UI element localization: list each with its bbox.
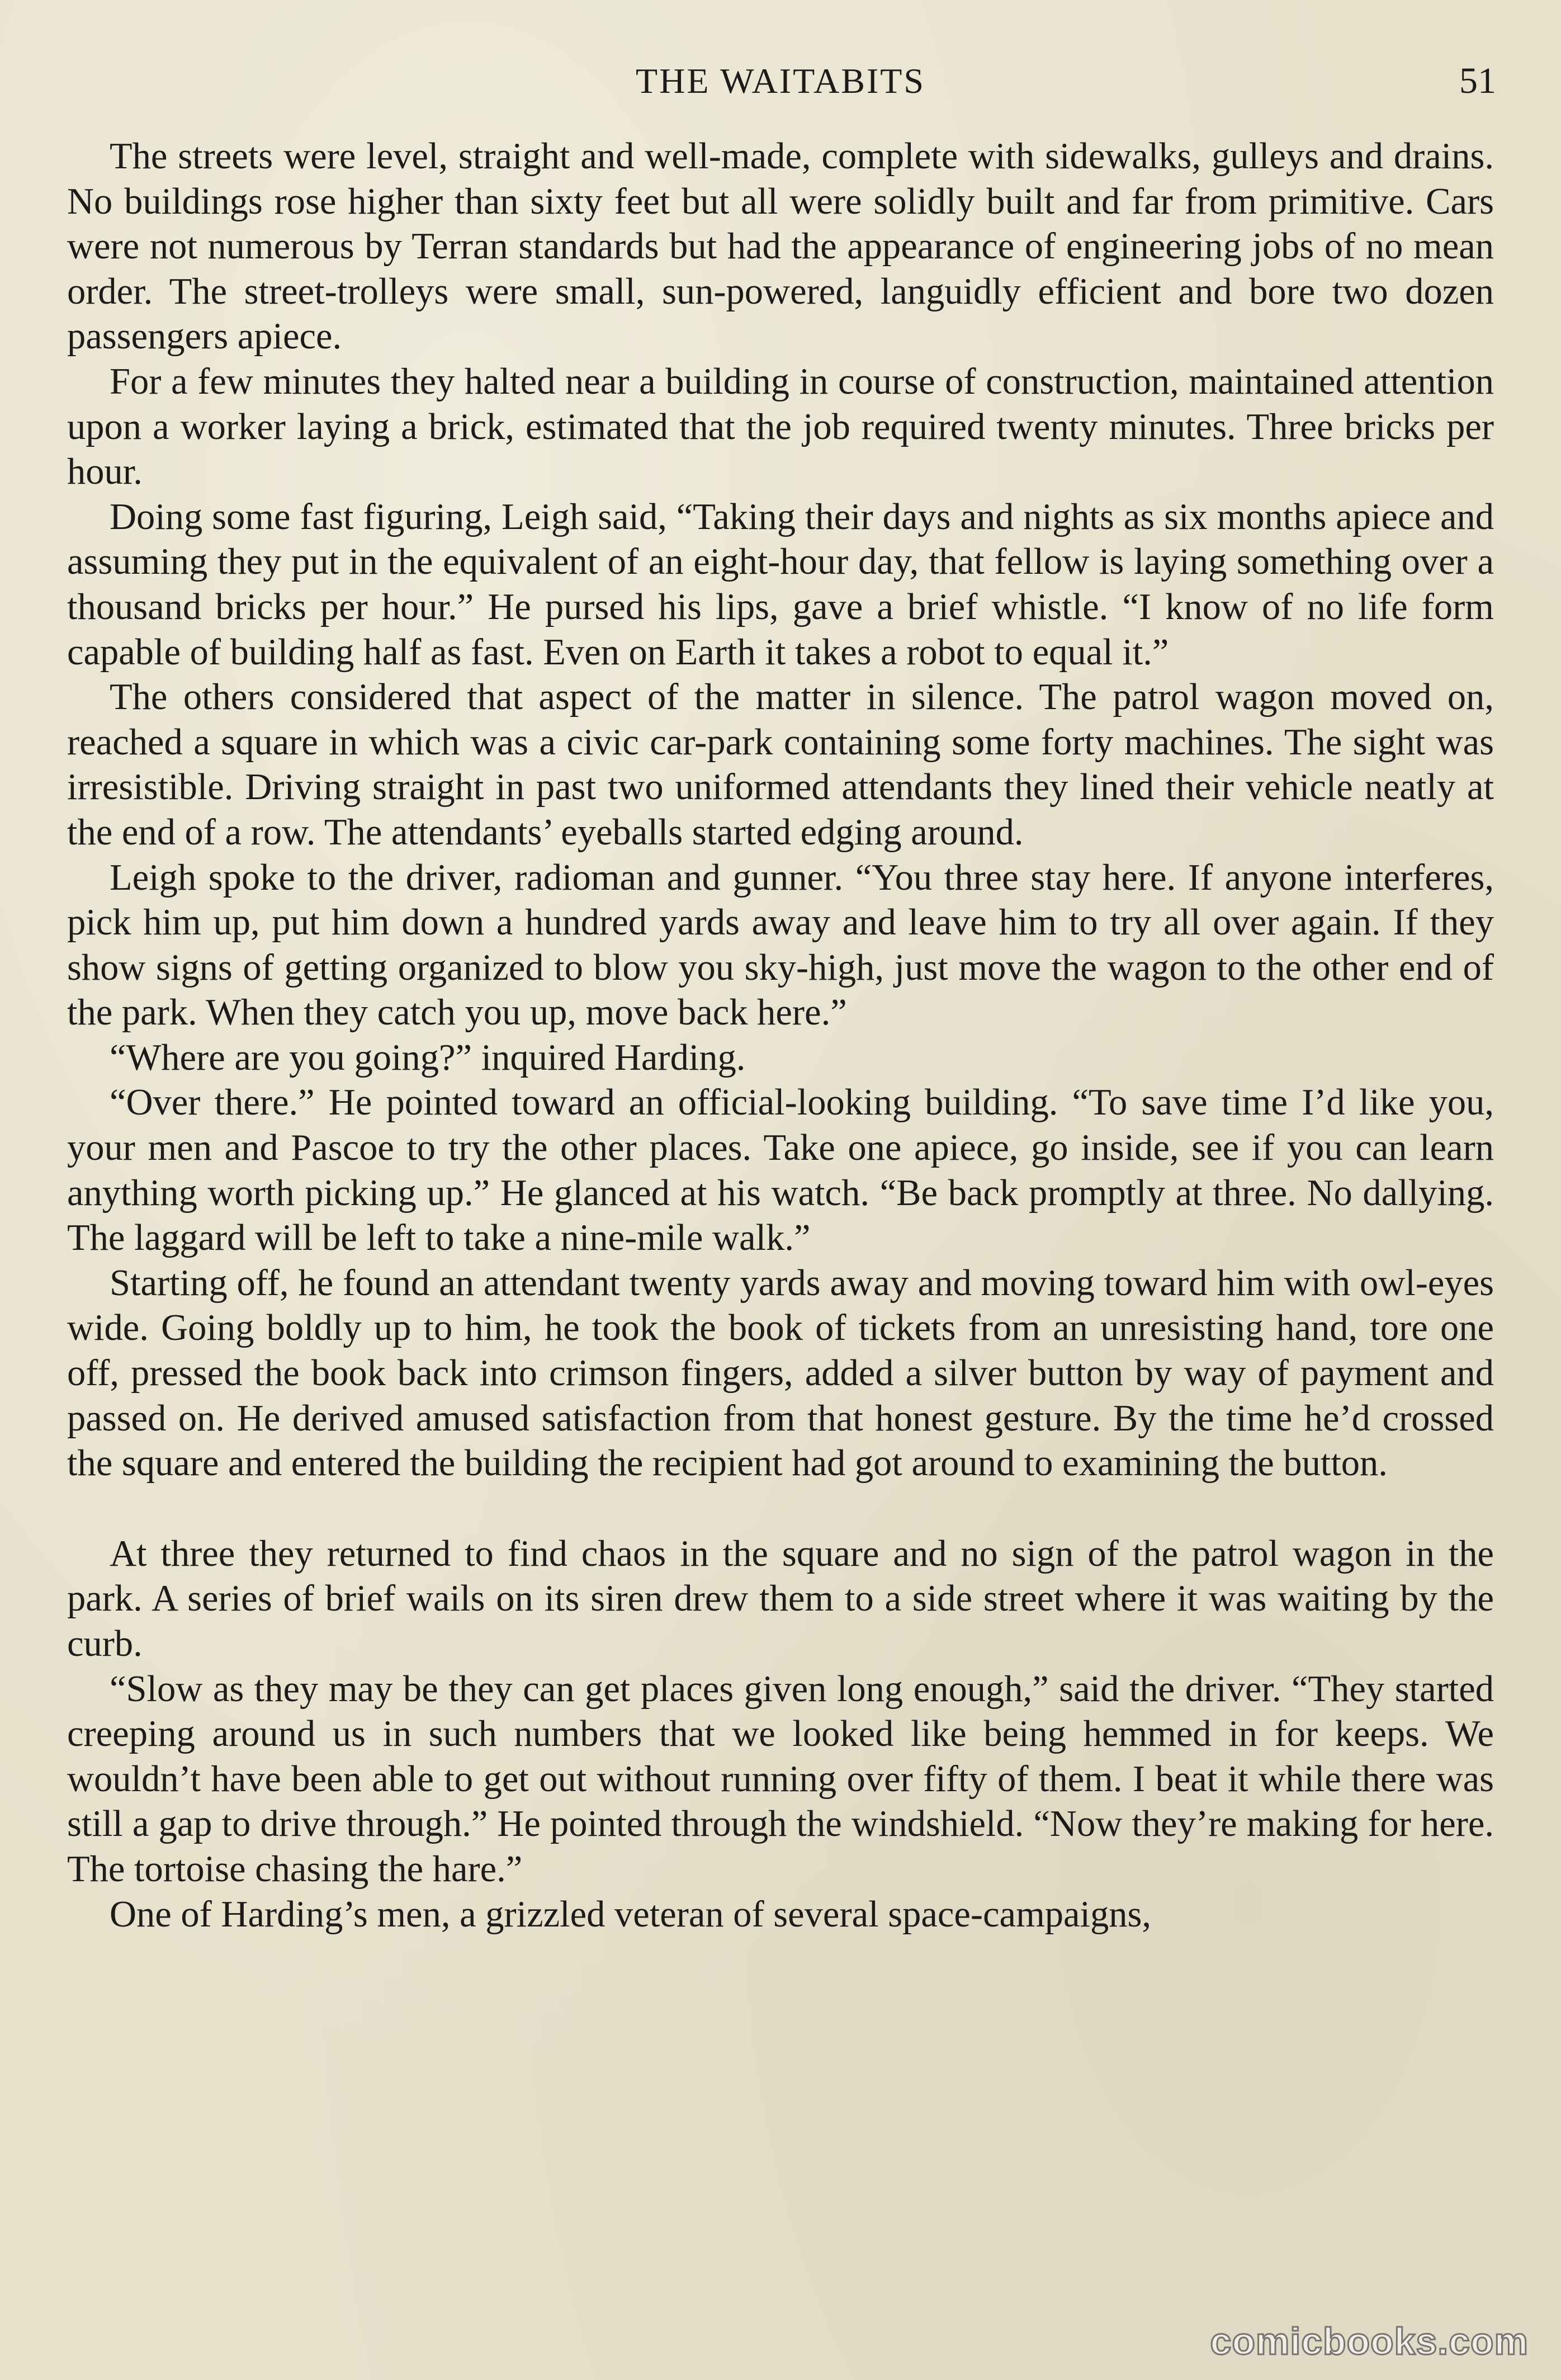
watermark: comicbooks.com [1210,2320,1529,2363]
paragraph: Leigh spoke to the driver, radioman and gunner. “You three stay here. If anyone interferes, pick him up, put him down a hundred yards away and leave him to try all over again. If they show signs of getting organized to blow you sky-high, just move the wagon to the other end of the park. When they catch you up, move back here.” [67,857,1494,1033]
paragraph: “Slow as they may be they can get places given long enough,” said the driver. “They started creeping around us in such numbers that we looked like being hemmed in for keeps. We wouldn’t have been able to get out without running over fifty of them. I beat it while there was still a gap to drive through.” He pointed through the windshield. “Now they’re making for here. The tortoise chasing the hare.” [67,1668,1494,1890]
running-head [67,56,1494,106]
page-number: 51 [1459,60,1496,101]
section-break [67,1486,1494,1532]
running-head-title: THE WAITABITS [636,61,925,101]
paragraph: The streets were level, straight and well-made, complete with sidewalks, gulleys and drains. No buildings rose higher than sixty feet but all were solidly built and far from primitive. Cars were not numerous by Terran standards but had the appearance of engineering jobs of no mean order. The street-trolleys were small, sun-powered, languidly efficient and bore two dozen passengers apiece. [67,136,1494,357]
book-page [67,56,1494,2349]
paragraph: The others considered that aspect of the matter in silence. The patrol wagon moved on, reached a square in which was a civic car-park containing some forty machines. The sight was irresistible. Driving straight in past two uniformed attendants they lined their vehicle neatly at the end of a row. The attendants’ eyeballs started edging around. [67,677,1494,853]
paragraph: “Over there.” He pointed toward an official-looking building. “To save time I’d like you, your men and Pascoe to try the other places. Take one apiece, go inside, see if you can learn anything worth picking up.” He glanced at his watch. “Be back promptly at three. No dallying. The laggard will be left to take a nine-mile walk.” [67,1082,1494,1259]
paragraph: Starting off, he found an attendant twenty yards away and moving toward him with owl-eyes wide. Going boldly up to him, he took the book of tickets from an unresisting hand, tore one off, pressed the book back into crimson fingers, added a silver button by way of payment and passed on. He derived amused satisfaction from that honest gesture. By the time he’d crossed the square and entered the building the recipient had got around to examining the button. [67,1262,1494,1484]
paragraph: At three they returned to find chaos in the square and no sign of the patrol wagon in the park. A series of brief wails on its siren drew them to a side street where it was waiting by the curb. [67,1533,1494,1664]
paragraph: “Where are you going?” inquired Harding. [110,1037,746,1078]
paragraph: One of Harding’s men, a grizzled veteran of several space-campaigns, [110,1893,1152,1935]
paragraph: Doing some fast figuring, Leigh said, “Taking their days and nights as six months apiece and assuming they put in the equivalent of an eight-hour day, that fellow is laying something over a thousand bricks per hour.” He pursed his lips, gave a brief whistle. “I know of no life form capable of building half as fast. Even on Earth it takes a robot to equal it.” [67,496,1494,673]
body-text [67,134,1494,1937]
paragraph: For a few minutes they halted near a building in course of construction, maintained attention upon a worker laying a brick, estimated that the job required twenty minutes. Three bricks per hour. [67,361,1494,493]
